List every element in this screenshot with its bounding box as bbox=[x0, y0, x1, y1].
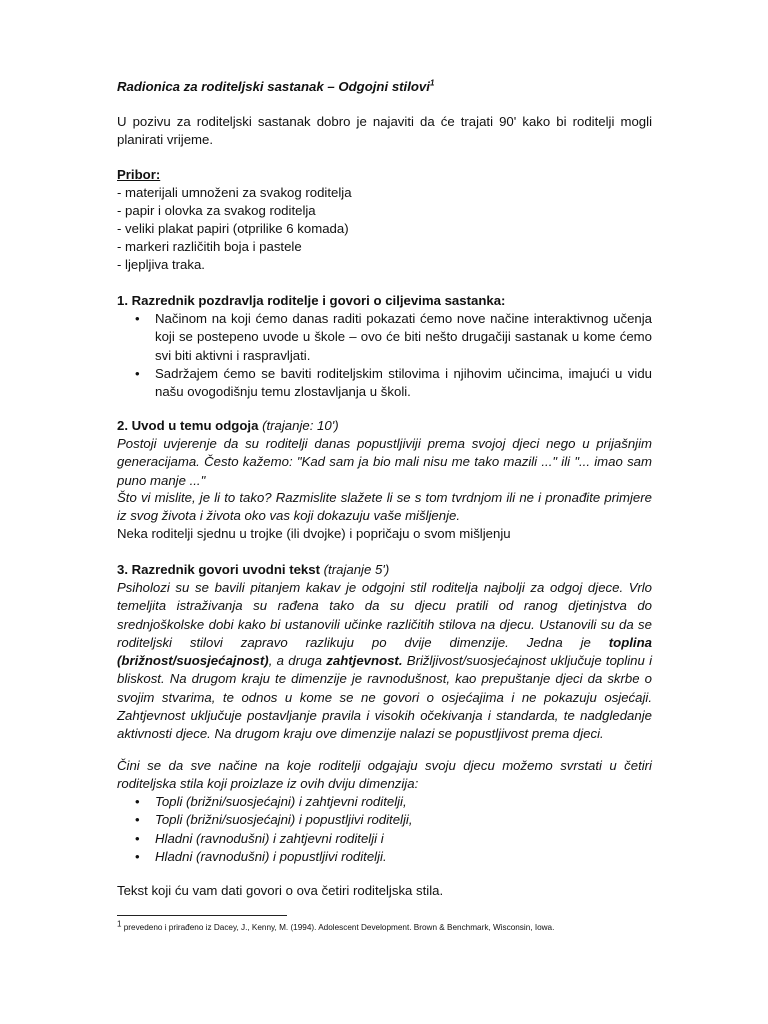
footnote-text: prevedeno i prirađeno iz Dacey, J., Kenny, M. (1994). Adolescent Development. Brown & Benchmark, Wisconsin, Iowa. bbox=[123, 923, 555, 932]
bullet-icon: • bbox=[135, 830, 140, 846]
bullet-icon: • bbox=[135, 311, 140, 326]
section-1-bullets bbox=[117, 310, 652, 401]
footnote-mark: 1 bbox=[117, 919, 122, 929]
bullet-text: Sadržajem ćemo se baviti roditeljskim stilovima i njihovim učincima, imajući u vidu našu ovogodišnju temu zlostavljanja u školi. bbox=[155, 365, 652, 400]
list-item bbox=[117, 310, 652, 365]
footnote-divider bbox=[117, 915, 287, 916]
text-run: Psiholozi su se bavili pitanjem kakav je odgojni stil roditelja najbolji za odgoj djece. Vrlo temeljita istraživanja su rađena tako da su djecu pratili od ranog djetinjstva do srednjoškolske dobi kako bi ustanovili učinke različitih stilova na djecu. Ustanovili su da se roditeljski stilovi zapravo razlikuju po dvije dimenzije. Jedna je bbox=[117, 580, 652, 650]
section-3-heading bbox=[117, 561, 652, 579]
section-2-duration: (trajanje: 10') bbox=[262, 418, 339, 433]
bullet-text: Hladni (ravnodušni) i popustljivi roditelji. bbox=[155, 848, 387, 864]
pribor-item: - veliki plakat papiri (otprilike 6 komada) bbox=[117, 221, 349, 236]
section-2-instruction: Neka roditelji sjednu u trojke (ili dvojke) i popričaju o svom mišljenju bbox=[117, 526, 511, 541]
section-3-paragraph bbox=[117, 579, 652, 744]
bullet-text: Topli (brižni/suosjećajni) i zahtjevni roditelji, bbox=[155, 794, 407, 809]
list-item bbox=[117, 811, 652, 829]
section-2-title: 2. Uvod u temu odgoja bbox=[117, 418, 259, 433]
intro-paragraph: U pozivu za roditeljski sastanak dobro je najaviti da će trajati 90' kako bi roditelji mogli planirati vrijeme. bbox=[117, 114, 652, 148]
list-item bbox=[117, 830, 652, 848]
bullet-icon: • bbox=[135, 365, 140, 381]
title-footnote-mark: 1 bbox=[429, 78, 435, 88]
list-item bbox=[117, 793, 652, 811]
section-2-paragraph: Postoji uvjerenje da su roditelji danas popustljiviji prema svojoj djeci nego u prijašnjim generacijama. Često kažemo: "Kad sam ja bio mali nisu me tako mazili ..." ili "... imao sam puno manje ..." bbox=[117, 436, 652, 488]
section-2-heading bbox=[117, 417, 652, 435]
section-1-heading: 1. Razrednik pozdravlja roditelje i govori o ciljevima sastanka: bbox=[117, 293, 506, 308]
pribor-item: - markeri različitih boja i pastele bbox=[117, 239, 302, 254]
title-text: Radionica za roditeljski sastanak – Odgojni stilovi bbox=[117, 79, 430, 94]
section-3-duration: (trajanje 5') bbox=[323, 562, 390, 577]
section-3-closing: Tekst koji ću vam dati govori o ova četiri roditeljska stila. bbox=[117, 883, 444, 898]
section-3-bullets bbox=[117, 793, 652, 866]
bullet-icon: • bbox=[135, 794, 140, 809]
bullet-text: Načinom na koji ćemo danas raditi pokazati ćemo nove načine interaktivnog učenja koji se postepeno uvode u škole – ovo će biti nešto drugačiji sastanak u kome ćemo svi biti aktivni i raspravljati. bbox=[155, 311, 652, 363]
text-run: Brižljivost/suosjećajnost uključuje toplinu i bliskost. Na drugom kraju te dimenzije je ravnodušnost, kao prepuštanje djeci da skrbe o svojim stvarima, te odnos u kome se ne govori o osjećajima i ne pokazuju osjećaji. Zahtjevnost uključuje postavljanje pravila i visokih očekivanja i standarda, te nadgledanje aktivnosti djece. Na drugom kraju ove dimenzije nalazi se popustljivost prema djeci. bbox=[117, 653, 653, 742]
bullet-icon: • bbox=[135, 848, 140, 864]
section-3-title: 3. Razrednik govori uvodni tekst bbox=[117, 562, 320, 577]
list-item bbox=[117, 365, 652, 402]
bullet-text: Topli (brižni/suosjećajni) i popustljivi roditelji, bbox=[155, 812, 413, 828]
bold-term-zahtjevnost: zahtjevnost. bbox=[326, 653, 403, 669]
pribor-item: - papir i olovka za svakog roditelja bbox=[117, 203, 316, 218]
footnote bbox=[117, 919, 652, 933]
list-item bbox=[117, 848, 652, 866]
text-run: , a druga bbox=[268, 653, 322, 669]
bullet-icon: • bbox=[135, 812, 140, 828]
section-2-question: Što vi mislite, je li to tako? Razmislite slažete li se s tom tvrdnjom ili ne i pronađite primjere iz svog života i života oko vas koji dokazuju vaše mišljenje. bbox=[117, 490, 652, 524]
pribor-heading: Pribor: bbox=[117, 167, 161, 182]
bullet-text: Hladni (ravnodušni) i zahtjevni roditelji i bbox=[155, 830, 384, 846]
document-title bbox=[117, 78, 652, 96]
bold-term-toplina: toplina (brižnost/suosjećajnost) bbox=[117, 634, 652, 669]
pribor-item: - materijali umnoženi za svakog roditelja bbox=[117, 185, 352, 200]
section-3-styles-intro: Čini se da sve načine na koje roditelji odgajaju svoju djecu možemo svrstati u četiri roditeljska stila koji proizlaze iz ovih dviju dimenzija: bbox=[117, 758, 652, 792]
pribor-item: - ljepljiva traka. bbox=[117, 257, 205, 272]
